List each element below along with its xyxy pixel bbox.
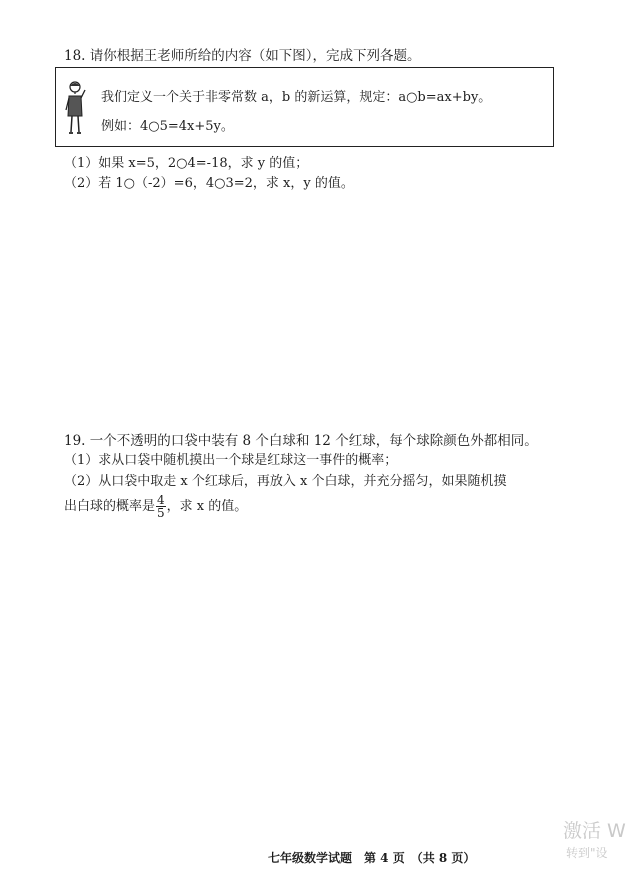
fraction-numerator: 4	[157, 493, 165, 507]
box-example-text: 例如：4○5=4x+5y。	[101, 119, 234, 134]
definition-box	[55, 67, 554, 147]
q19-part2-continued	[64, 494, 247, 519]
q18-part2: （2）若 1○（-2）=6，4○3=2，求 x，y 的值。	[64, 176, 354, 191]
page-footer: 七年级数学试题 第 4 页 （共 8 页）	[268, 851, 476, 865]
watermark-line2: 转到"设	[566, 846, 608, 860]
q19-probability-text: 出白球的概率是	[64, 499, 156, 514]
teacher-figure-icon	[64, 80, 86, 136]
q19-part2: （2）从口袋中取走 x 个红球后，再放入 x 个白球，并充分摇匀，如果随机摸	[64, 474, 507, 489]
q18-part1: （1）如果 x=5，2○4=-18，求 y 的值；	[64, 156, 309, 171]
q19-part1: （1）求从口袋中随机摸出一个球是红球这一事件的概率；	[64, 453, 398, 468]
q18-title: 18. 请你根据王老师所给的内容（如下图），完成下列各题。	[64, 48, 421, 64]
fraction	[156, 494, 166, 519]
q19-title: 19. 一个不透明的口袋中装有 8 个白球和 12 个红球，每个球除颜色外都相同。	[64, 433, 538, 449]
fraction-denominator: 5	[157, 506, 165, 520]
watermark-line1: 激活 W	[563, 820, 626, 842]
q19-ask-text: ，求 x 的值。	[166, 499, 248, 514]
box-definition-text: 我们定义一个关于非零常数 a，b 的新运算，规定：a○b=ax+by。	[101, 90, 492, 105]
